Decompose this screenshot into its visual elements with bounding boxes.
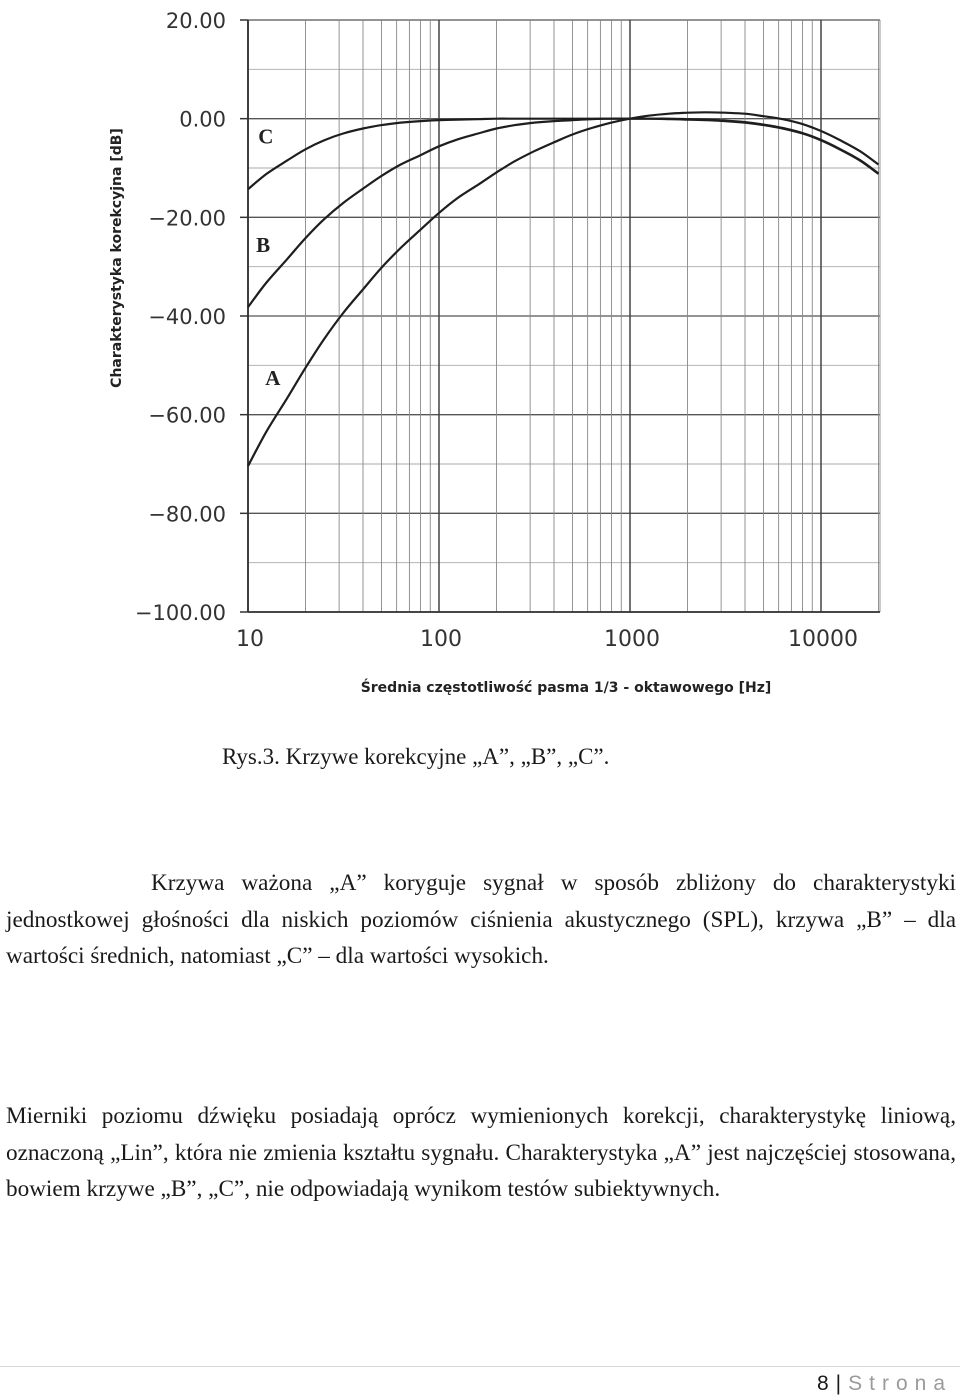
x-tick-label: 1000 <box>604 627 660 652</box>
footer-separator: | <box>835 1372 842 1395</box>
paragraph-weighting: Krzywa ważona „A” koryguje sygnał w sposób zbliżony do charakterystyki jednostkowej głośności dla niskich poziomów ciśnienia akustycznego (SPL), krzywa „B” – dla wartości średnich, natomiast „C” – dla wartości wysokich. <box>6 870 956 969</box>
series-label-c: C <box>258 124 274 149</box>
figure-caption: Rys.3. Krzywe korekcyjne „A”, „B”, „C”. <box>222 744 610 769</box>
y-tick-label: −100.00 <box>134 601 226 625</box>
y-tick-label: −80.00 <box>148 502 226 527</box>
x-tick-labels <box>236 627 858 652</box>
y-tick-label: 0.00 <box>179 107 226 132</box>
footer-page-label: Strona <box>848 1372 952 1395</box>
y-tick-labels <box>135 9 248 625</box>
page-footer <box>817 1372 952 1396</box>
y-tick-label: 20.00 <box>165 9 226 33</box>
x-tick-label: 10 <box>236 627 264 652</box>
x-tick-label: 100 <box>420 627 462 652</box>
x-tick-label: 10000 <box>788 627 858 652</box>
y-axis-label: Charakterystyka korekcyjna [dB] <box>109 128 125 388</box>
paragraph-meters: Mierniki poziomu dźwięku posiadają oprócz wymienionych korekcji, charakterystykę liniową, oznaczoną „Lin”, która nie zmienia kształtu sygnału. Charakterystyka „A” jest najczęściej stosowana, bowiem krzywe „B”, „C”, nie odpowiadają wynikom testów subiektywnych. <box>6 1103 956 1202</box>
x-axis-label: Średnia częstotliwość pasma 1/3 - oktawowego [Hz] <box>360 680 772 696</box>
y-tick-label: −40.00 <box>148 305 226 329</box>
footer-divider <box>0 1366 960 1367</box>
y-tick-label: −60.00 <box>148 403 226 428</box>
series-label-b: B <box>256 232 271 257</box>
page-number: 8 <box>816 1372 829 1395</box>
y-tick-label: −20.00 <box>148 206 226 231</box>
series-label-a: A <box>265 366 281 391</box>
